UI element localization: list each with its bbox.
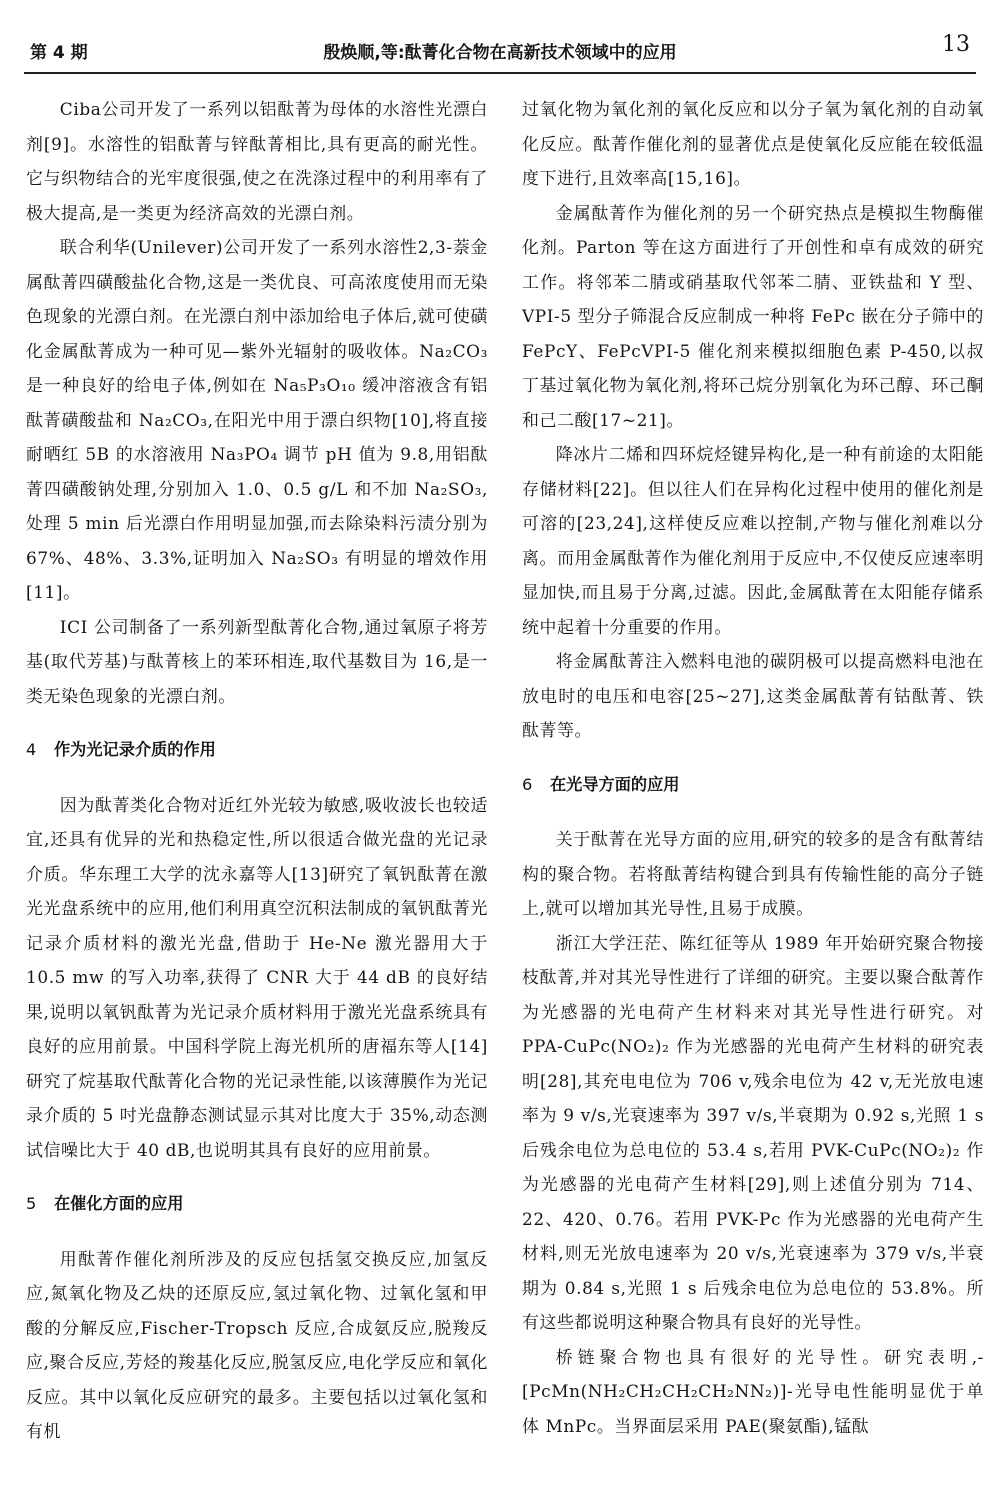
paragraph: 关于酞菁在光导方面的应用,研究的较多的是含有酞菁结构的聚合物。若将酞菁结构键合到具有传输性能的高分子链上,就可以增加其光导性,且易于成膜。	[522, 829, 984, 918]
section-number: 5	[26, 1194, 37, 1213]
paragraph: 金属酞菁作为催化剂的另一个研究热点是模拟生物酶催化剂。Parton 等在这方面进行了开创性和卓有成效的研究工作。将邻苯二腈或硝基取代邻苯二腈、亚铁盐和 Y 型、VPI-5 型分子筛混合反应制成一种将 FePc 嵌在分子筛中的 FePcY、FePcVPI-5 催化剂来模拟细胞色素 P-450,以叔丁基过氧化物为氧化剂,将环己烷分别氧化为环己醇、环己酮和己二酸[17~21]。	[522, 202, 984, 430]
section-heading-6	[522, 748, 984, 823]
paragraph: 降冰片二烯和四环烷烃键异构化,是一种有前途的太阳能存储材料[22]。但以往人们在异构化过程中使用的催化剂是可溶的[23,24],这样使反应难以控制,产物与催化剂难以分离。而用金属酞菁作为催化剂用于反应中,不仅使反应速率明显加快,而且易于分离,过滤。因此,金属酞菁在太阳能存储系统中起着十分重要的作用。	[522, 444, 984, 637]
section-title: 作为光记录介质的作用	[54, 740, 216, 759]
paragraph: 桥链聚合物也具有很好的光导性。研究表明,-[PcMn(NH₂CH₂CH₂CH₂NN₂)]-光导电性能明显优于单体 MnPc。当界面层采用 PAE(聚氨酯),锰酞	[522, 1346, 984, 1436]
paragraph: Ciba公司开发了一系列以铝酞菁为母体的水溶性光漂白剂[9]。水溶性的铝酞菁与锌酞菁相比,具有更高的耐光性。它与织物结合的光牢度很强,使之在洗涤过程中的利用率有了极大提高,是一类更为经济高效的光漂白剂。	[26, 99, 488, 223]
section-number: 6	[522, 774, 533, 794]
paragraph: 用酞菁作催化剂所涉及的反应包括氢交换反应,加氢反应,氮氧化物及乙炔的还原反应,氢过氧化物、过氧化氢和甲酸的分解反应,Fischer-Tropsch 反应,合成氨反应,脱羧反应,聚合反应,芳烃的羧基化反应,脱氢反应,电化学反应和氧化反应。其中以氧化反应研究的最多。主要包括以过氧化氢和有机	[26, 1248, 488, 1441]
section-title: 在催化方面的应用	[54, 1194, 184, 1213]
section-number: 4	[26, 740, 37, 759]
section-heading-5	[26, 1167, 488, 1242]
paragraph: ICI 公司制备了一系列新型酞菁化合物,通过氧原子将芳基(取代芳基)与酞菁核上的苯环相连,取代基数目为 16,是一类无染色现象的光漂白剂。	[26, 616, 488, 706]
section-heading-4	[26, 713, 488, 788]
paragraph: 因为酞菁类化合物对近红外光较为敏感,吸收波长也较适宜,还具有优异的光和热稳定性,所以很适合做光盘的光记录介质。华东理工大学的沈永嘉等人[13]研究了氧钒酞菁在激光光盘系统中的应用,他们利用真空沉积法制成的氧钒酞菁光记录介质材料的激光光盘,借助于 He-Ne 激光器用大于 10.5 mw 的写入功率,获得了 CNR 大于 44 dB 的良好结果,说明以氧钒酞菁为光记录介质材料用于激光光盘系统具有良好的应用前景。中国科学院上海光机所的唐福东等人[14]研究了烷基取代酞菁化合物的光记录性能,以该薄膜作为光记录介质的 5 吋光盘静态测试显示其对比度大于 35%,动态测试信噪比大于 40 dB,也说明其具有良好的应用前景。	[26, 794, 488, 1160]
running-header	[24, 28, 976, 74]
paragraph: 联合利华(Unilever)公司开发了一系列水溶性2,3-萘金属酞菁四磺酸盐化合物,这是一类优良、可高浓度使用而无染色现象的光漂白剂。在光漂白剂中添加给电子体后,就可使磺化金属酞菁成为一种可见—紫外光辐射的吸收体。Na₂CO₃ 是一种良好的给电子体,例如在 Na₅P₃O₁₀ 缓冲溶液含有铝酞菁磺酸盐和 Na₂CO₃,在阳光中用于漂白织物[10],将直接耐晒红 5B 的水溶液用 Na₃PO₄ 调节 pH 值为 9.8,用铝酞菁四磺酸钠处理,分别加入 1.0、0.5 g/L 和不加 Na₂SO₃,处理 5 min 后光漂白作用明显加强,而去除染料污渍分别为 67%、48%、3.3%,证明加入 Na₂SO₃ 有明显的增效作用[11]。	[26, 237, 488, 602]
section-title: 在光导方面的应用	[550, 774, 680, 794]
page-number: 13	[942, 32, 970, 57]
right-column	[522, 92, 984, 1443]
paragraph: 将金属酞菁注入燃料电池的碳阴极可以提高燃料电池在放电时的电压和电容[25~27],这类金属酞菁有钴酞菁、铁酞菁等。	[522, 651, 984, 740]
running-title: 殷焕顺,等:酞菁化合物在高新技术领域中的应用	[323, 43, 677, 63]
issue-label: 第 4 期	[30, 43, 88, 63]
left-column	[26, 92, 488, 1449]
paragraph: 浙江大学汪茫、陈红征等从 1989 年开始研究聚合物接枝酞菁,并对其光导性进行了详细的研究。主要以聚合酞菁作为光感器的光电荷产生材料来对其光导性进行研究。对 PPA-CuPc(NO₂)₂ 作为光感器的光电荷产生材料的研究表明[28],其充电电位为 706 v,残余电位为 42 v,无光放电速率为 9 v/s,光衰速率为 397 v/s,半衰期为 0.92 s,光照 1 s 后残余电位为总电位的 53.4 s,若用 PVK-CuPc(NO₂)₂ 作为光感器的光电荷产生材料[29],则上述值分别为 714、22、420、0.76。若用 PVK-Pc 作为光感器的光电荷产生材料,则无光放电速率为 20 v/s,光衰速率为 379 v/s,半衰期为 0.84 s,光照 1 s 后残余电位为总电位的 53.8%。所有这些都说明这种聚合物具有良好的光导性。	[522, 932, 984, 1332]
paragraph-continued: 过氧化物为氧化剂的氧化反应和以分子氧为氧化剂的自动氧化反应。酞菁作催化剂的显著优点是使氧化反应能在较低温度下进行,且效率高[15,16]。	[522, 99, 984, 188]
